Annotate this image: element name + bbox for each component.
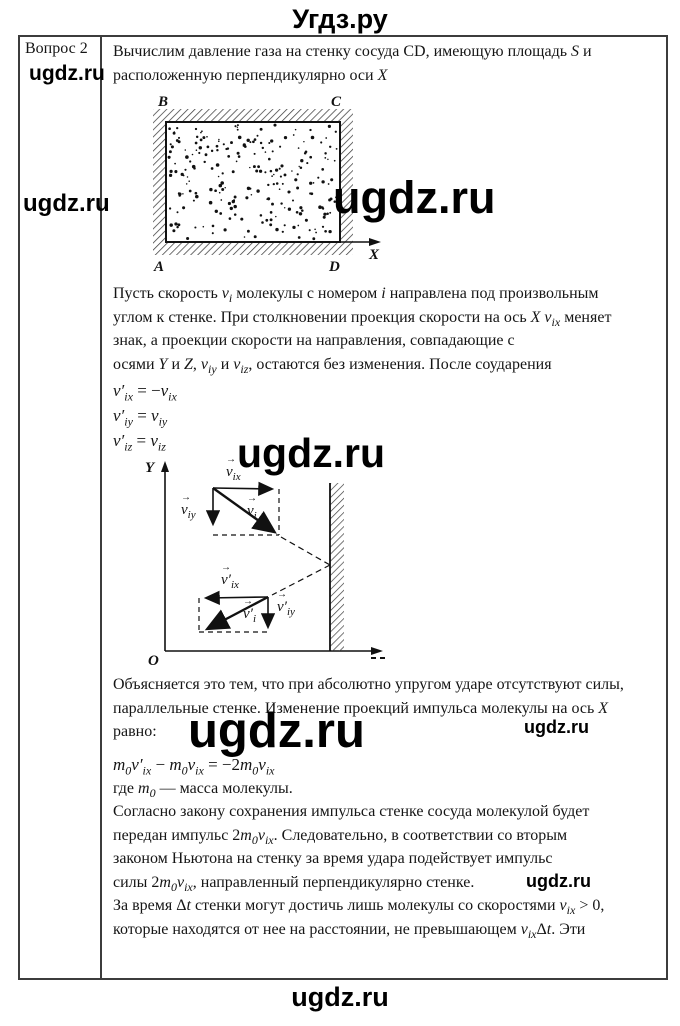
page-title: Угдз.ру [292, 4, 388, 34]
formula-vx: $v'_{ix} = -v_{ix}$ [113, 381, 177, 404]
label-v-ix: → $v_{ix}$ [226, 464, 241, 481]
y-axis-label: Y [145, 460, 155, 476]
vessel-label-c: C [331, 95, 342, 110]
vector-v-ix [213, 488, 271, 489]
formula-momentum: $m_0v'_{ix} - m_0v_{ix} = -2m_0v_{ix}$ [113, 754, 275, 777]
reflected-vectors [199, 565, 330, 632]
horizontal-axis [165, 647, 387, 658]
velocity-diagram [125, 455, 405, 667]
watermark-body-small-1: ugdz.ru [524, 717, 589, 737]
vector-vp-ix [207, 597, 268, 598]
vector-v-i [213, 488, 273, 531]
path-to-wall [281, 537, 330, 565]
question-cell [20, 37, 102, 978]
watermark-left-top: ugdz.ru [29, 62, 105, 85]
watermark-left-mid: ugdz.ru [23, 190, 110, 217]
x-axis-label: X [369, 247, 380, 263]
vessel-label-d: D [329, 259, 340, 275]
label-vp-ix: → $v'_{ix}$ [221, 572, 239, 589]
vector-vp-i [209, 597, 268, 628]
watermark-diagram1: ugdz.ru [333, 172, 496, 223]
watermark-diagram2: ugdz.ru [237, 430, 386, 476]
wall-hatch [330, 483, 344, 651]
vessel-label-a: A [154, 259, 165, 275]
label-v-i: → $v_i$ [247, 503, 257, 520]
paragraph-velocity: Пусть скорость $v_i$ молекулы с номером i направлена под произвольным углом к стенке. При столкновении проекция скорости на ось X $v_{ix}$ меняет знак, а проекции скорости на направления, совпадающие с осями Y и Z, $v_{iy}$ и $v_{iz}$, остаются без изменения. После соударения [113, 285, 612, 376]
paragraph-elastic: Объясняется это тем, что при абсолютно упругом ударе отсутствуют силы, параллельные стенке. Изменение проекций импульса молекулы на ось X равно: [113, 676, 624, 740]
question-label: Вопрос 2 [25, 40, 88, 57]
origin-label: O [148, 653, 159, 667]
formula-vz: $v'_{iz} = v_{iz}$ [113, 431, 166, 454]
paragraph-mass: где $m_0$ — масса молекулы. [113, 779, 293, 800]
paragraph-time: За время Δt стенки могут достичь лишь молекулы со скоростями $v_{ix} > 0$, которые находятся от нее на расстоянии, не превышающем $v_{ix}\Delta t$. Эти [113, 897, 605, 941]
label-vp-i: → $v'_i$ [243, 606, 256, 623]
incident-vectors [213, 488, 330, 565]
formula-vy: $v'_{iy} = v_{iy}$ [113, 406, 168, 429]
y-axis [161, 461, 169, 651]
label-vp-iy: → $v'_{iy}$ [277, 599, 295, 616]
vessel-interior [166, 122, 340, 242]
paragraph-conservation: Согласно закону сохранения импульса стенке сосуда молекулой будет передан импульс $2m_0v_{ix}$. Следовательно, в соответствии со вторым законом Ньютона на стенку за время удара подействует импульс силы $2m_0v_{ix}$, направленный перпендикулярно стенке. [113, 803, 590, 894]
paragraph-intro: Вычислим давление газа на стенку сосуда CD, имеющую площадь S и расположенную перпендикулярно оси X [113, 43, 592, 84]
watermark-body-small-2: ugdz.ru [526, 871, 591, 891]
footer-watermark: ugdz.ru [291, 982, 389, 1012]
vessel-label-b: B [158, 95, 169, 110]
label-v-iy: → $v_{iy}$ [181, 502, 196, 519]
velocity-diagram-svg [125, 455, 405, 667]
watermark-body-large: ugdz.ru [188, 704, 365, 758]
